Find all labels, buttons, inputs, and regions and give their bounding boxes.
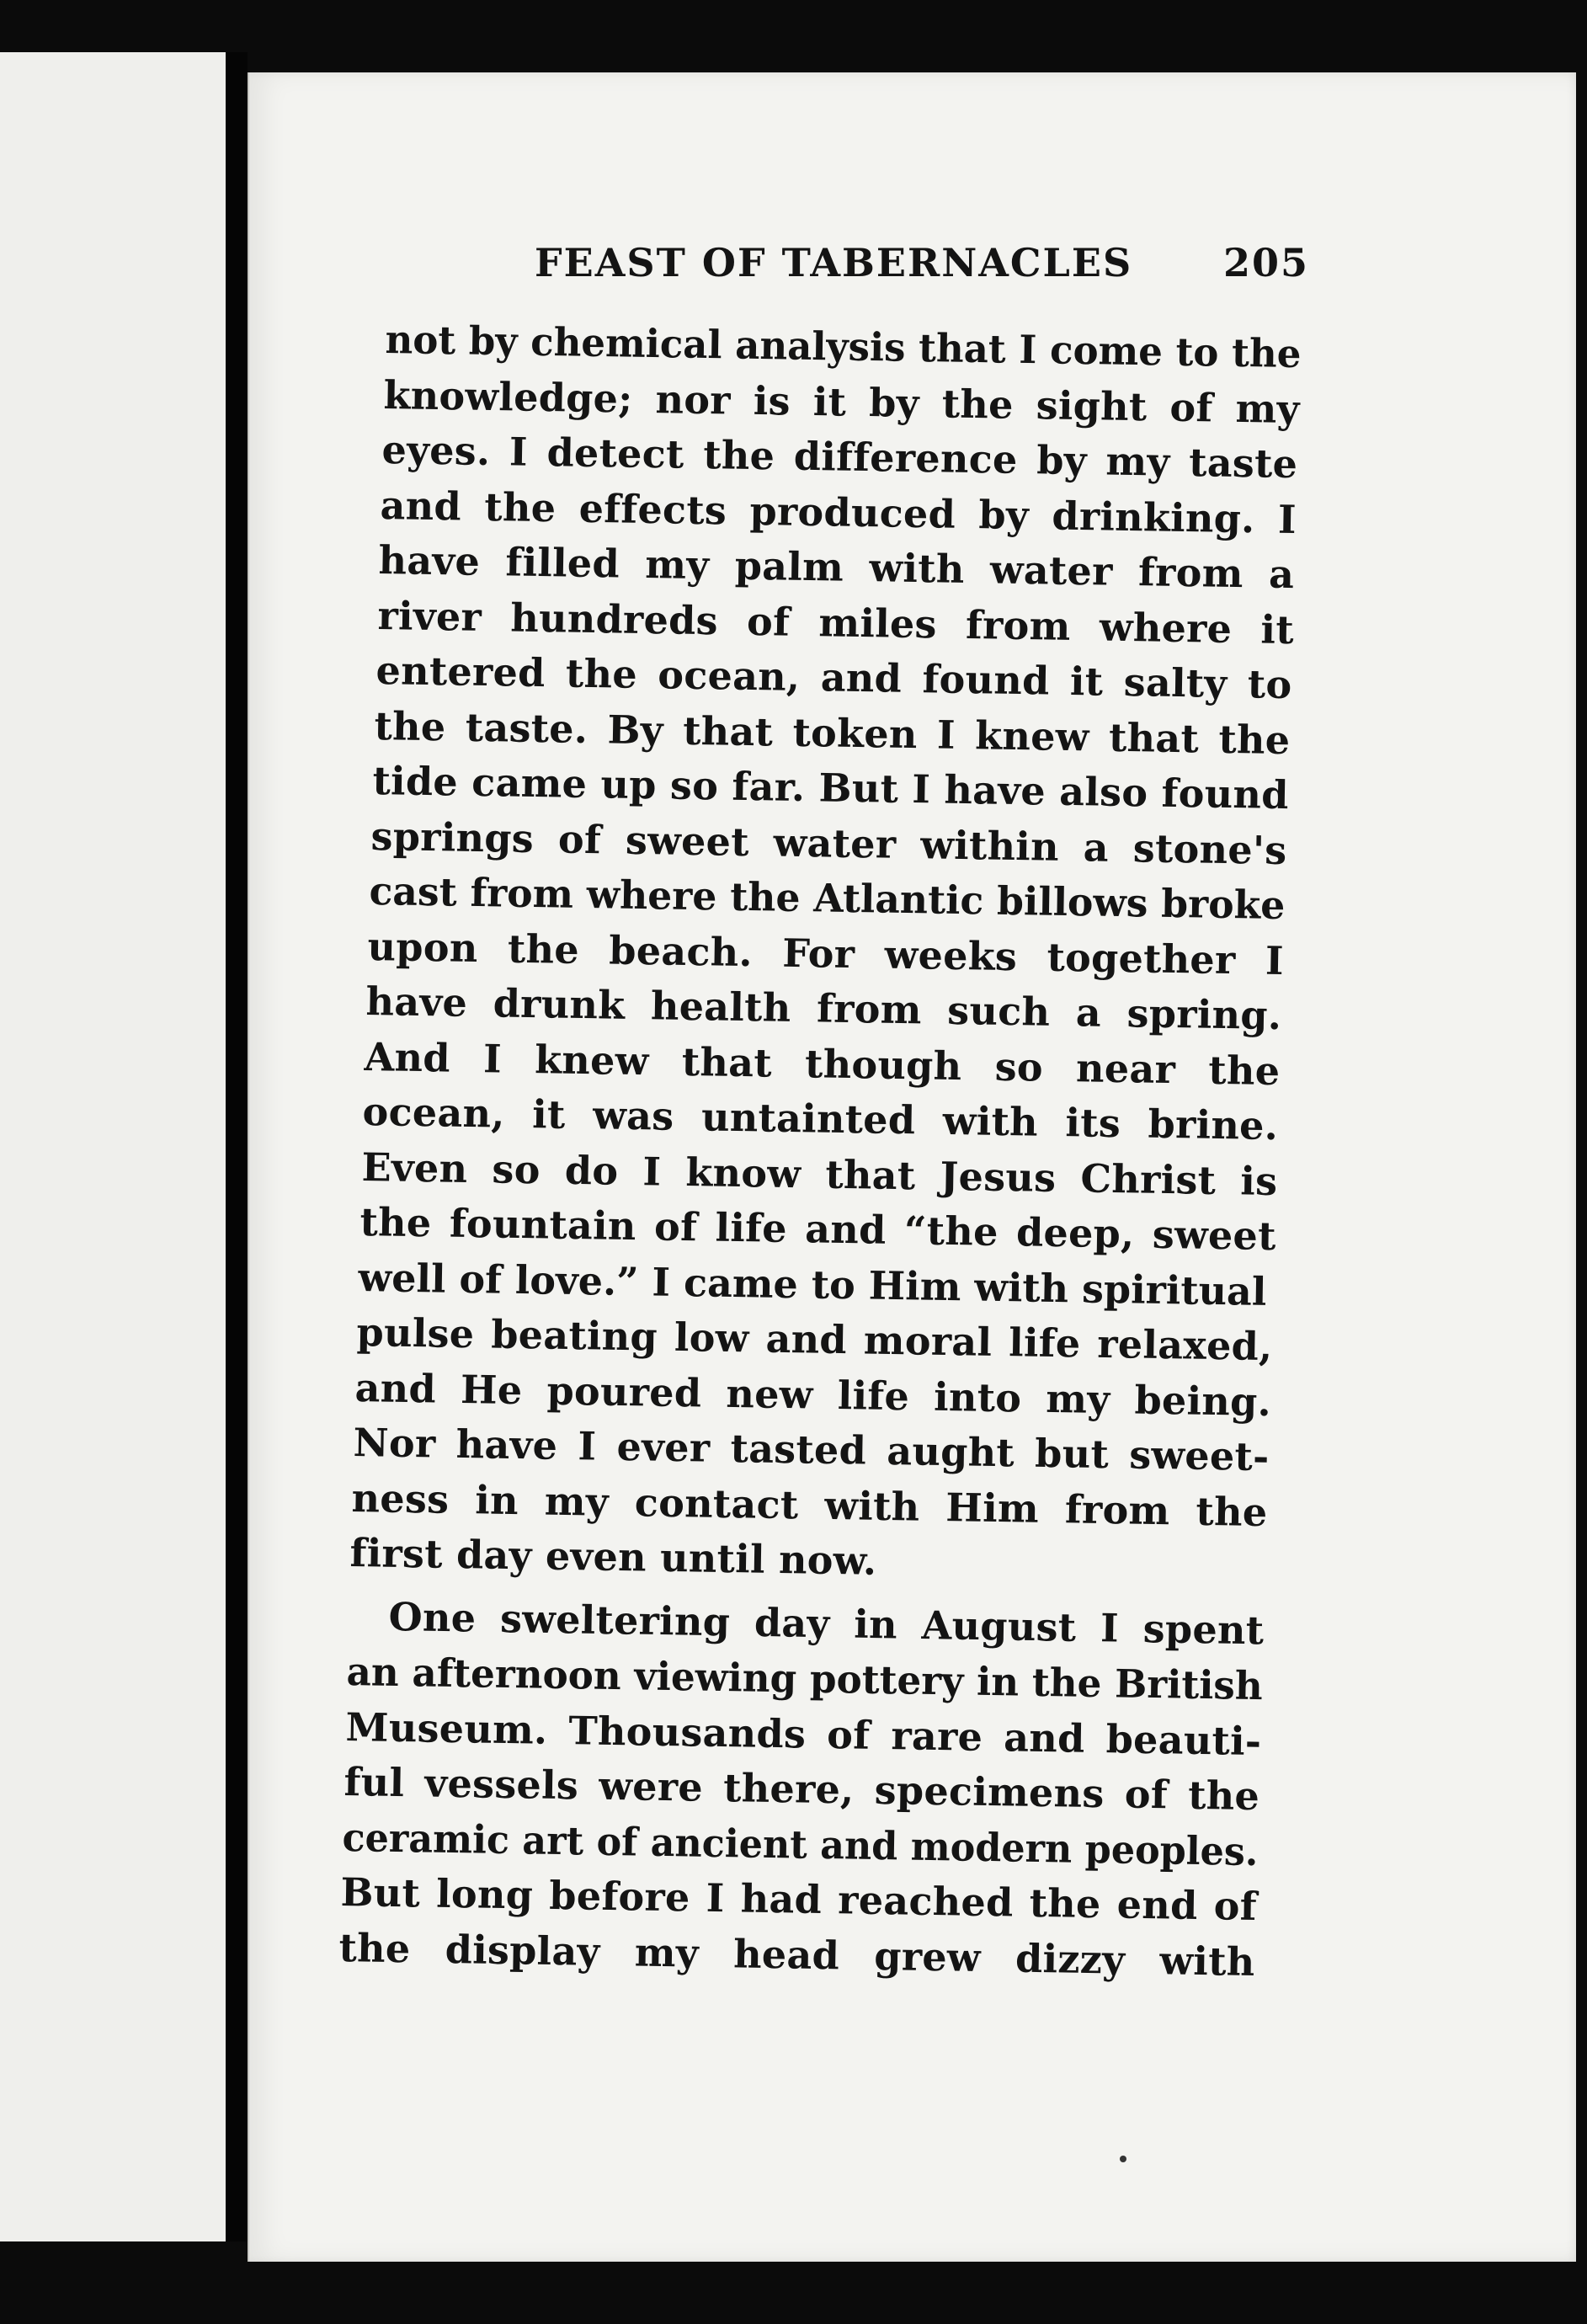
body-line: and the effects produced by drinking. I [380,482,1297,542]
body-line: entered the ocean, and found it salty to [375,648,1292,708]
scan-right-border [1576,0,1587,2324]
body-line: the display my head grew dizzy with [338,1924,1255,1985]
body-line: One sweltering day in August I spent [388,1593,1265,1653]
body-line: first day even until now. [349,1530,877,1584]
body-line: and He poured new life into my being. [354,1364,1272,1425]
body-line: ceramic art of ancient and modern peoples. [341,1814,1259,1874]
scan-speck [1120,2156,1126,2162]
body-line: tide came up so far. But I have also found [372,758,1289,818]
body-line: But long before I had reached the end of [340,1869,1258,1930]
page-number: 205 [1222,240,1309,285]
body-line: an afternoon viewing pottery in the British [346,1649,1264,1709]
body-line: ful vessels were there, specimens of the [343,1759,1260,1820]
body-line: ocean, it was untainted with its brine. [362,1089,1279,1149]
body-line: well of love.” I came to Him with spiritual [357,1254,1267,1314]
body-line: eyes. I detect the difference by my taste [381,427,1298,488]
body-line: pulse beating low and moral life relaxed, [356,1309,1273,1370]
body-line: have filled my palm with water from a [378,537,1296,598]
body-line: ness in my contact with Him from the [351,1474,1268,1535]
body-line: Even so do I know that Jesus Christ is [360,1143,1278,1204]
body-line: not by chemical analysis that I come to the [385,317,1302,377]
body-line: the fountain of life and “the deep, sweet [359,1199,1276,1260]
body-line: And I knew that though so near the [364,1033,1281,1094]
body-line: knowledge; nor is it by the sight of my [383,371,1301,432]
body-line: Museum. Thousands of rare and beauti- [344,1703,1262,1764]
body-line: Nor have I ever tasted aught but sweet- [353,1420,1270,1480]
body-line: the taste. By that token I knew that the [373,702,1291,763]
body-line: upon the beach. For weeks together I [367,923,1285,983]
body-line: cast from where the Atlantic billows broke [369,868,1286,929]
body-line: have drunk health from such a spring. [365,978,1282,1039]
running-head: FEAST OF TABERNACLES [535,240,1133,285]
body-line: river hundreds of miles from where it [376,592,1294,653]
body-line: springs of sweet water within a stone's [370,813,1287,873]
